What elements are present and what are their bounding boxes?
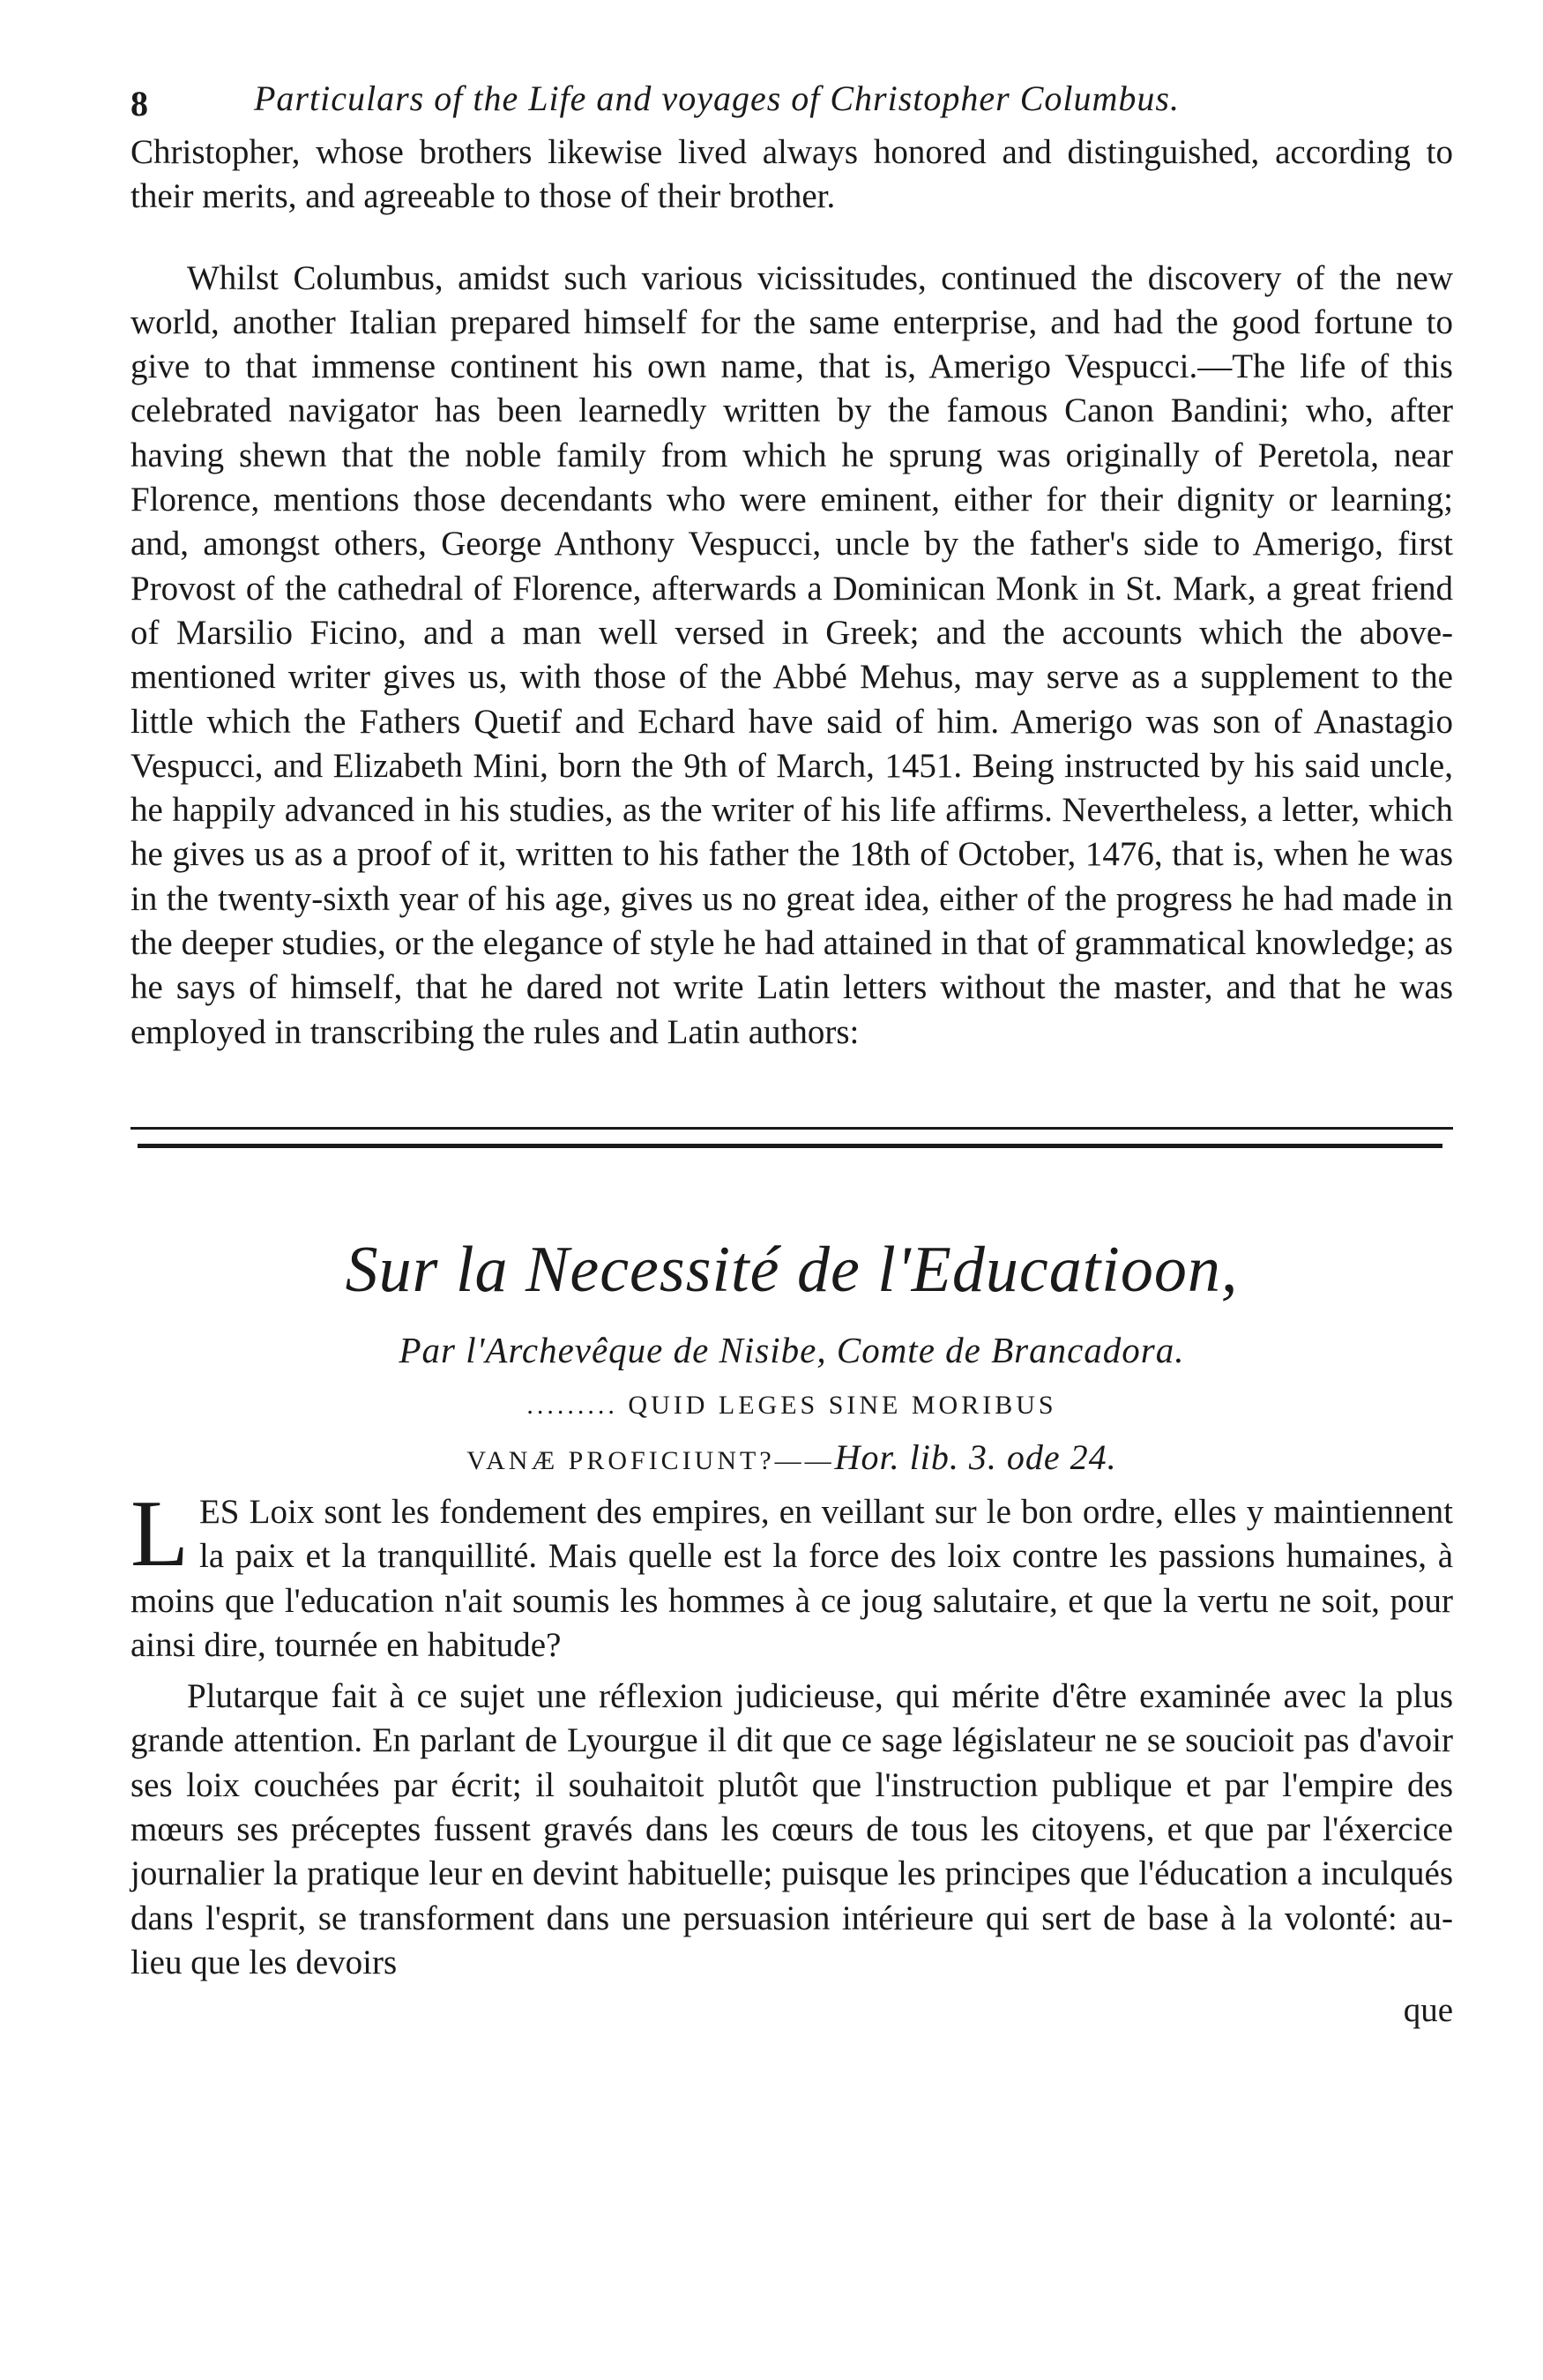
page-header (130, 78, 1453, 131)
article-byline: Par l'Archevêque de Nisibe, Comte de Brancadora. (399, 1329, 1185, 1370)
section-divider (130, 1127, 1453, 1148)
article-second-paragraph: Plutarque fait à ce sujet une réflexion judicieuse, qui mérite d'être examinée avec la plus grande attention. En parlant de Lyourgue il dit que ce sage législateur ne se soucioit pas d'avoir ses loix couchées par écrit; il souhaitoit plutôt que l'instruction publique et par l'empire des mœurs ses préceptes fussent gravés dans les cœurs de tous les citoyens, et que par l'éxercice journalier la pratique leur en devint habituelle; puisque les principes que l'éducation a inculqués dans l'esprit, se transforment dans une persuasion intérieure qui sert de base à la volonté: au-lieu que les devoirs (130, 1677, 1453, 1981)
page-number: 8 (130, 84, 148, 123)
epigraph-line-1: ......... QUID LEGES SINE MORIBUS (526, 1390, 1057, 1420)
divider-thin-rule (130, 1127, 1453, 1130)
first-paragraph-text: ES Loix sont les fondement des empires, en veillant sur le bon ordre, elles y maintiennent la paix et la tranquillité. Mais quelle est la force des loix contre les passions humaines, à moins que l'education n'ait soumis les hommes à ce joug salutaire, et que la vertu ne soit, pour ainsi dire, tournée en habitude? (130, 1492, 1453, 1664)
document-page (130, 78, 1453, 2033)
running-title: Particulars of the Life and voyages of Christopher Columbus. (254, 78, 1180, 118)
article-first-paragraph (130, 1481, 1453, 1667)
drop-cap: L (130, 1481, 189, 1586)
paragraph-vespucci: Whilst Columbus, amidst such various vicissitudes, continued the discovery of the new world, another Italian prepared himself for the same enterprise, and had the good fortune to give to that immense continent his own name, that is, Amerigo Vespucci.—The life of this celebrated navigator has been learnedly written by the famous Canon Bandini; who, after having shewn that the noble family from which he sprung was originally of Peretola, near Florence, mentions those decendants who were eminent, either for their dignity or learning; and, amongst others, George Anthony Vespucci, uncle by the father's side to Amerigo, first Provost of the cathedral of Florence, afterwards a Dominican Monk in St. Mark, a great friend of Marsilio Ficino, and a man well versed in Greek; and the accounts which the above-mentioned writer gives us, with those of the Abbé Mehus, may serve as a supplement to the little which the Fathers Quetif and Echard have said of him. Amerigo was son of Anastagio Vespucci, and Elizabeth Mini, born the 9th of March, 1451. Being instructed by his said uncle, he happily advanced in his studies, as the writer of his life affirms. Nevertheless, a letter, which he gives us as a proof of it, written to his father the 18th of October, 1476, that is, when he was in the twenty-sixth year of his age, gives us no great idea, either of the progress he had made in the deeper studies, or the elegance of style he had attained in that of grammatical knowledge; as he says of himself, that he dared not write Latin letters without the master, and that he was employed in transcribing the rules and Latin authors: (130, 258, 1453, 1051)
epigraph-line-2 (130, 1436, 1453, 1478)
epigraph-text: VANÆ PROFICIUNT? (466, 1445, 775, 1475)
paragraph-continued: Christopher, whose brothers likewise lived always honored and distinguished, according to their merits, and agreeable to those of their brother. (130, 133, 1453, 216)
epigraph-dash: —— (774, 1445, 835, 1475)
epigraph-source: Hor. lib. 3. ode 24. (834, 1436, 1117, 1477)
article-title: Sur la Necessité de l'Educatioon, (345, 1233, 1239, 1306)
divider-thick-rule (138, 1144, 1442, 1148)
catchword: que (1403, 1991, 1453, 2030)
